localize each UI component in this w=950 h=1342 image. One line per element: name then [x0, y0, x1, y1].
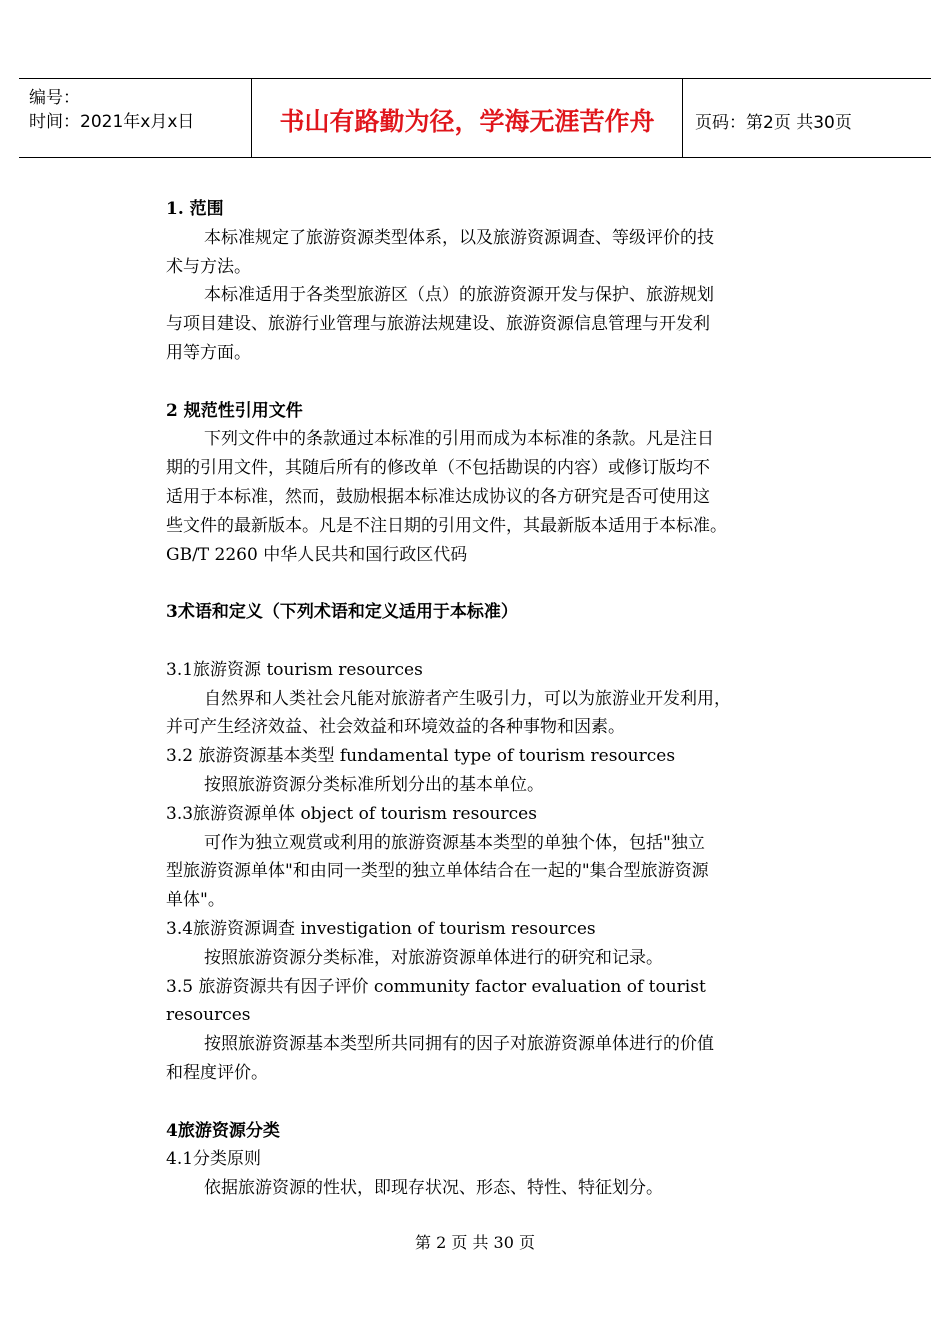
paragraph-line: 型旅游资源单体"和由同一类型的独立单体结合在一起的"集合型旅游资源: [166, 861, 709, 882]
paragraph-line: 下列文件中的条款通过本标准的引用而成为本标准的条款。凡是注日: [204, 429, 714, 450]
header-left-cell: [19, 79, 252, 157]
term-heading: 3.2 旅游资源基本类型 fundamental type of tourism resources: [166, 746, 676, 767]
spacer: [166, 1088, 806, 1117]
subsection-heading: 4.1分类原则: [166, 1149, 262, 1170]
section-1-title: 1. 范围: [166, 199, 224, 219]
paragraph-line: 些文件的最新版本。凡是不注日期的引用文件，其最新版本适用于本标准。: [166, 515, 727, 536]
paragraph-line: 单体"。: [166, 890, 225, 911]
spacer: [166, 368, 806, 397]
header-page-label: 页码：第2页 共30页: [695, 113, 852, 133]
term-heading: 3.1旅游资源 tourism resources: [166, 659, 423, 680]
header-right-cell: [683, 79, 931, 157]
number-label: 编号：: [29, 88, 80, 108]
paragraph-line: 可作为独立观赏或利用的旅游资源基本类型的单独个体，包括"独立: [204, 832, 705, 853]
section-4-title: 4旅游资源分类: [166, 1120, 280, 1141]
document-body: [166, 195, 806, 1203]
paragraph-line: 与项目建设、旅游行业管理与旅游法规建设、旅游资源信息管理与开发利: [166, 314, 710, 335]
paragraph-line: 按照旅游资源分类标准，对旅游资源单体进行的研究和记录。: [204, 947, 663, 968]
term-heading: 3.4旅游资源调查 investigation of tourism resources: [166, 918, 596, 939]
term-heading: 3.5 旅游资源共有因子评价 community factor evaluation of tourist: [166, 976, 706, 997]
reference-line: GB/T 2260 中华人民共和国行政区代码: [166, 544, 468, 565]
paragraph-line: 按照旅游资源分类标准所划分出的基本单位。: [204, 774, 544, 795]
paragraph-line: 和程度评价。: [166, 1062, 268, 1083]
paragraph-line: 依据旅游资源的性状，即现存状况、形态、特性、特征划分。: [204, 1178, 663, 1199]
time-label: 时间：2021年x月x日: [29, 112, 195, 132]
header-table: [19, 78, 931, 158]
paragraph-line: 期的引用文件，其随后所有的修改单（不包括勘误的内容）或修订版均不: [166, 458, 710, 479]
page-footer: 第 2 页 共 30 页: [415, 1233, 535, 1252]
term-heading: 3.3旅游资源单体 object of tourism resources: [166, 803, 537, 824]
paragraph-line: 术与方法。: [166, 256, 251, 277]
section-3-title: 3术语和定义（下列术语和定义适用于本标准）: [166, 602, 518, 623]
paragraph-line: 本标准适用于各类型旅游区（点）的旅游资源开发与保护、旅游规划: [204, 285, 714, 306]
paragraph-line: 用等方面。: [166, 342, 251, 363]
paragraph-line: 本标准规定了旅游资源类型体系，以及旅游资源调查、等级评价的技: [204, 227, 714, 248]
motto: 书山有路勤为径，学海无涯苦作舟: [279, 107, 655, 136]
paragraph-line: 自然界和人类社会凡能对旅游者产生吸引力，可以为旅游业开发利用，: [204, 688, 731, 709]
spacer: [166, 627, 806, 656]
paragraph-line: 并可产生经济效益、社会效益和环境效益的各种事物和因素。: [166, 717, 625, 738]
section-2-title: 2 规范性引用文件: [166, 400, 303, 421]
paragraph-line: 按照旅游资源基本类型所共同拥有的因子对旅游资源单体进行的价值: [204, 1034, 714, 1055]
header-center-cell: [252, 79, 683, 157]
term-heading-continued: resources: [166, 1005, 251, 1026]
spacer: [166, 569, 806, 598]
paragraph-line: 适用于本标准，然而，鼓励根据本标准达成协议的各方研究是否可使用这: [166, 486, 710, 507]
